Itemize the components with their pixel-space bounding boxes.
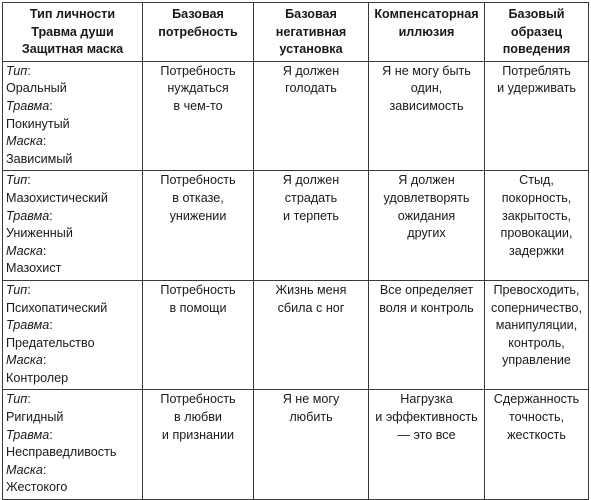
cell-line: сбила с ног [277, 300, 345, 315]
header-line: негативная [275, 24, 347, 39]
cell-line: Превосходить, [493, 282, 580, 297]
cell-line: страдать [284, 190, 338, 205]
header-line: Базовая [172, 7, 224, 21]
header-line: иллюзия [398, 24, 455, 39]
type-label: Тип [6, 173, 28, 188]
header-negative-belief [254, 3, 369, 62]
mask-value: Мазохист [6, 261, 62, 276]
mask-value: Жестокого [6, 480, 68, 495]
header-line: потребность [158, 24, 238, 39]
cell-line: любить [289, 410, 333, 425]
header-line: установка [279, 42, 343, 57]
cell-line: унижении [169, 208, 227, 223]
table-row [3, 390, 589, 500]
belief-cell [254, 171, 369, 281]
cell-line: Все определяет [379, 282, 474, 297]
type-cell: Тип: Мазохистический Травма: Униженный Маска: Мазохист [3, 171, 143, 281]
trauma-label: Травма [6, 98, 50, 113]
header-line: Базовая [285, 7, 337, 21]
cell-line: Я должен [282, 63, 340, 78]
cell-line: Сдержанность [493, 392, 580, 407]
trauma-value: Покинутый [6, 116, 70, 131]
trauma-value: Несправедливость [6, 445, 117, 460]
mask-label: Маска [6, 243, 43, 258]
header-line: Тип личности [29, 7, 116, 21]
trauma-label: Травма [6, 208, 50, 223]
table-row [3, 280, 589, 390]
cell-line: — это все [397, 427, 456, 442]
header-line: образец [510, 24, 563, 39]
header-behavior-pattern [485, 3, 589, 62]
cell-line: управление [502, 353, 571, 368]
type-value: Оральный [6, 81, 67, 96]
type-value: Ригидный [6, 410, 64, 425]
need-cell [143, 390, 254, 500]
cell-line: ожидания [397, 208, 456, 223]
cell-line: соперничество, [491, 300, 582, 315]
cell-line: закрытость, [501, 208, 572, 223]
cell-line: контроль, [508, 335, 565, 350]
cell-line: и признании [161, 427, 235, 442]
header-line: Защитная маска [21, 42, 124, 57]
cell-line: и терпеть [283, 208, 339, 223]
illusion-cell [369, 390, 485, 500]
cell-line: манипуляции, [495, 318, 578, 333]
cell-line: Потребность [160, 392, 236, 407]
cell-line: и эффективность [375, 410, 478, 425]
cell-line: провокации, [500, 226, 573, 241]
behavior-cell [485, 61, 589, 171]
illusion-cell [369, 171, 485, 281]
cell-line: Жизнь меня [275, 282, 347, 297]
belief-cell [254, 61, 369, 171]
cell-line: в любви [174, 410, 222, 425]
table-row [3, 171, 589, 281]
belief-cell [254, 390, 369, 500]
need-cell [143, 171, 254, 281]
cell-line: зависимость [389, 98, 464, 113]
cell-line: воля и контроль [379, 300, 474, 315]
cell-line: и удерживать [497, 81, 576, 96]
cell-line: в помощи [169, 300, 227, 315]
cell-line: голодать [285, 81, 337, 96]
trauma-value: Униженный [6, 226, 73, 241]
type-cell: Тип: Оральный Травма: Покинутый Маска: Зависимый [3, 61, 143, 171]
behavior-cell [485, 390, 589, 500]
header-row [3, 3, 589, 62]
cell-line: жесткость [507, 427, 566, 442]
cell-line: Я не могу [282, 392, 340, 407]
cell-line: один, [410, 81, 443, 96]
cell-line: в отказе, [172, 190, 224, 205]
mask-label: Маска [6, 353, 43, 368]
header-line: Компенсаторная [374, 7, 479, 21]
type-cell: Тип: Ригидный Травма: Несправедливость Маска: Жестокого [3, 390, 143, 500]
cell-line: задержки [508, 243, 565, 258]
mask-label: Маска [6, 462, 43, 477]
cell-line: в чем-то [173, 98, 223, 113]
header-line: Базовый [508, 7, 565, 21]
header-compensatory-illusion [369, 3, 485, 62]
cell-line: Потребность [160, 282, 236, 297]
belief-cell [254, 280, 369, 390]
cell-line: Нагрузка [400, 392, 453, 407]
cell-line: Потреблять [502, 63, 571, 78]
header-line: поведения [502, 42, 571, 57]
illusion-cell [369, 61, 485, 171]
type-label: Тип [6, 282, 28, 297]
mask-value: Зависимый [6, 151, 73, 166]
type-cell: Тип: Психопатический Травма: Предательство Маска: Контролер [3, 280, 143, 390]
cell-line: Потребность [160, 63, 236, 78]
behavior-cell [485, 171, 589, 281]
cell-line: удовлетворять [383, 190, 470, 205]
type-value: Мазохистический [6, 190, 108, 205]
need-cell [143, 61, 254, 171]
behavior-cell [485, 280, 589, 390]
cell-line: Я не могу быть [382, 63, 471, 78]
table-row [3, 61, 589, 171]
type-label: Тип [6, 392, 28, 407]
cell-line: Потребность [160, 173, 236, 188]
mask-label: Маска [6, 134, 43, 149]
mask-value: Контролер [6, 370, 69, 385]
cell-line: других [407, 226, 446, 241]
cell-line: покорность, [501, 190, 572, 205]
trauma-value: Предательство [6, 335, 95, 350]
header-type-trauma-mask [3, 3, 143, 62]
cell-line: Я должен [282, 173, 340, 188]
type-value: Психопатический [6, 300, 108, 315]
cell-line: точность, [509, 410, 564, 425]
cell-line: нуждаться [167, 81, 229, 96]
trauma-label: Травма [6, 427, 50, 442]
illusion-cell [369, 280, 485, 390]
cell-line: Я должен [398, 173, 455, 188]
header-line: Травма души [31, 24, 114, 39]
trauma-label: Травма [6, 318, 50, 333]
cell-line: Стыд, [519, 173, 554, 188]
header-basic-need [143, 3, 254, 62]
type-label: Тип [6, 63, 28, 78]
need-cell [143, 280, 254, 390]
personality-types-table [2, 2, 589, 500]
